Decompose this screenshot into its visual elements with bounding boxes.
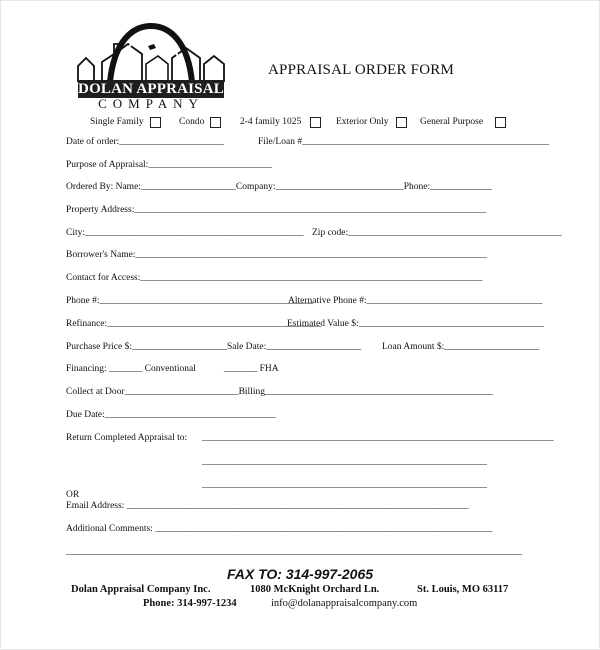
footer-company-name: Dolan Appraisal Company Inc. bbox=[71, 584, 211, 595]
option-single-family-label: Single Family bbox=[90, 117, 144, 127]
financing-fha-field[interactable]: _______ FHA bbox=[224, 364, 279, 374]
email-address-field[interactable]: Email Address: ________________________________________________________________________ bbox=[66, 501, 469, 511]
footer-phone: Phone: 314-997-1234 bbox=[143, 598, 237, 609]
logo-company-name: DOLAN APPRAISAL bbox=[78, 81, 224, 97]
contact-access-field[interactable]: Contact for Access:________________________________________________________________________ bbox=[66, 273, 483, 283]
additional-comments-line-2[interactable]: ________________________________________________________________________________________________ bbox=[66, 547, 522, 557]
return-address-line-2[interactable]: ____________________________________________________________ bbox=[202, 457, 487, 467]
date-of-order-field[interactable]: Date of order:______________________ bbox=[66, 137, 224, 147]
condo-checkbox[interactable] bbox=[210, 117, 221, 128]
city-field[interactable]: City:______________________________________________ bbox=[66, 228, 304, 238]
purchase-price-field[interactable]: Purchase Price $:____________________Sale Date:____________________ bbox=[66, 342, 362, 352]
refinance-field[interactable]: Refinance:_____________________________________________ bbox=[66, 319, 321, 329]
file-loan-field[interactable]: File/Loan #____________________________________________________ bbox=[258, 137, 550, 147]
footer-street-address: 1080 McKnight Orchard Ln. bbox=[250, 584, 380, 595]
option-exterior-only-label: Exterior Only bbox=[336, 117, 389, 127]
borrower-name-field[interactable]: Borrower's Name:__________________________________________________________________________ bbox=[66, 250, 488, 260]
single-family-checkbox[interactable] bbox=[150, 117, 161, 128]
collect-billing-field[interactable]: Collect at Door________________________Billing________________________________________________ bbox=[66, 387, 493, 397]
logo-company-subtitle: COMPANY bbox=[98, 96, 204, 111]
phone-field[interactable]: Phone #:_____________________________________________ bbox=[66, 296, 314, 306]
footer-email[interactable]: info@dolanappraisalcompany.com bbox=[271, 598, 418, 609]
additional-comments-field[interactable]: Additional Comments: _______________________________________________________________________ bbox=[66, 524, 493, 534]
alternative-phone-field[interactable]: Alternative Phone #:_____________________________________ bbox=[288, 296, 543, 306]
return-address-line-3[interactable]: ____________________________________________________________ bbox=[202, 480, 487, 490]
option-condo-label: Condo bbox=[179, 117, 205, 127]
ordered-by-field[interactable]: Ordered By: Name:____________________Company:___________________________Phone:_____________ bbox=[66, 182, 492, 192]
financing-conventional-field[interactable]: Financing: _______ Conventional bbox=[66, 364, 196, 374]
multi-family-checkbox[interactable] bbox=[310, 117, 321, 128]
page-title: APPRAISAL ORDER FORM bbox=[268, 62, 454, 78]
return-appraisal-label: Return Completed Appraisal to: bbox=[66, 433, 188, 443]
general-purpose-checkbox[interactable] bbox=[495, 117, 506, 128]
zip-code-field[interactable]: Zip code:_____________________________________________ bbox=[312, 228, 562, 238]
footer-city-state-zip: St. Louis, MO 63117 bbox=[417, 584, 509, 595]
exterior-only-checkbox[interactable] bbox=[396, 117, 407, 128]
property-address-field[interactable]: Property Address:__________________________________________________________________________ bbox=[66, 205, 486, 215]
or-label: OR bbox=[66, 490, 80, 500]
estimated-value-field[interactable]: Estimated Value $:_______________________________________ bbox=[287, 319, 544, 329]
option-multi-family-label: 2-4 family 1025 bbox=[240, 117, 302, 127]
purpose-field[interactable]: Purpose of Appraisal:__________________________ bbox=[66, 160, 272, 170]
option-general-purpose-label: General Purpose bbox=[420, 117, 484, 127]
loan-amount-field[interactable]: Loan Amount $:____________________ bbox=[382, 342, 540, 352]
return-address-line-1[interactable]: __________________________________________________________________________ bbox=[202, 433, 554, 443]
due-date-field[interactable]: Due Date:____________________________________ bbox=[66, 410, 276, 420]
fax-number: FAX TO: 314-997-2065 bbox=[226, 566, 374, 582]
